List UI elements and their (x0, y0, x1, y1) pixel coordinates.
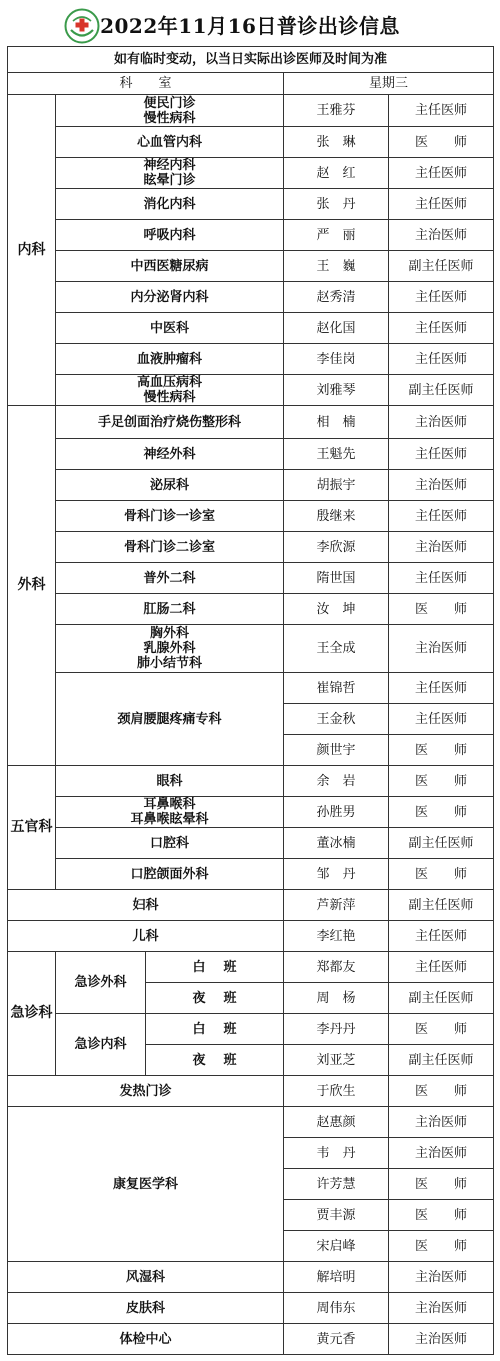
doctor-name: 赵 红 (284, 158, 389, 189)
doctor-name: 王全成 (284, 625, 389, 673)
doctor-title: 主任医师 (389, 704, 494, 735)
doctor-title: 主任医师 (389, 158, 494, 189)
doctor-title: 医 师 (389, 1231, 494, 1262)
doctor-title: 主任医师 (389, 344, 494, 375)
dept-name: 口腔科 (56, 828, 284, 859)
dept-name: 风湿科 (8, 1262, 284, 1293)
doctor-name: 郑都友 (284, 952, 389, 983)
column-header-day: 星期三 (284, 73, 494, 95)
dept-name: 消化内科 (56, 189, 284, 220)
doctor-name: 周 杨 (284, 983, 389, 1014)
doctor-name: 解培明 (284, 1262, 389, 1293)
doctor-title: 医 师 (389, 859, 494, 890)
doctor-title: 副主任医师 (389, 828, 494, 859)
doctor-name: 孙胜男 (284, 797, 389, 828)
dept-name: 康复医学科 (8, 1107, 284, 1262)
dept-name: 血液肿瘤科 (56, 344, 284, 375)
doctor-title: 主任医师 (389, 673, 494, 704)
doctor-name: 芦新萍 (284, 890, 389, 921)
doctor-title: 主任医师 (389, 313, 494, 344)
shift-label: 夜班 (146, 983, 284, 1014)
dept-name: 呼吸内科 (56, 220, 284, 251)
dept-name: 心血管内科 (56, 127, 284, 158)
doctor-name: 汝 坤 (284, 594, 389, 625)
doctor-title: 医 师 (389, 766, 494, 797)
doctor-title: 主治医师 (389, 1324, 494, 1355)
doctor-title: 主治医师 (389, 625, 494, 673)
dept-name: 神经外科 (56, 439, 284, 470)
doctor-name: 李红艳 (284, 921, 389, 952)
dept-name: 骨科门诊一诊室 (56, 501, 284, 532)
dept-name: 中西医糖尿病 (56, 251, 284, 282)
dept-name: 手足创面治疗烧伤整形科 (56, 406, 284, 439)
doctor-title: 副主任医师 (389, 375, 494, 406)
dept-name: 神经内科 眩晕门诊 (56, 158, 284, 189)
doctor-title: 主任医师 (389, 189, 494, 220)
dept-name: 高血压病科 慢性病科 (56, 375, 284, 406)
doctor-name: 相 楠 (284, 406, 389, 439)
doctor-name: 董冰楠 (284, 828, 389, 859)
doctor-name: 贾丰源 (284, 1200, 389, 1231)
shift-label: 白班 (146, 1014, 284, 1045)
dept-name: 儿科 (8, 921, 284, 952)
doctor-name: 宋启峰 (284, 1231, 389, 1262)
doctor-title: 主任医师 (389, 563, 494, 594)
category-neike: 内科 (8, 95, 56, 406)
dept-name: 颈肩腰腿疼痛专科 (56, 673, 284, 766)
doctor-name: 黄元香 (284, 1324, 389, 1355)
dept-name: 眼科 (56, 766, 284, 797)
doctor-name: 刘雅琴 (284, 375, 389, 406)
doctor-title: 医 师 (389, 127, 494, 158)
doctor-title: 主治医师 (389, 1138, 494, 1169)
doctor-title: 主治医师 (389, 406, 494, 439)
page-title: 2022年11月16日普诊出诊信息 (100, 14, 400, 38)
doctor-name: 王魁先 (284, 439, 389, 470)
doctor-name: 赵秀清 (284, 282, 389, 313)
doctor-title: 主治医师 (389, 470, 494, 501)
doctor-name: 殷继来 (284, 501, 389, 532)
doctor-name: 张 琳 (284, 127, 389, 158)
doctor-name: 颜世宇 (284, 735, 389, 766)
dept-name: 发热门诊 (8, 1076, 284, 1107)
doctor-name: 韦 丹 (284, 1138, 389, 1169)
doctor-title: 医 师 (389, 797, 494, 828)
doctor-title: 副主任医师 (389, 1045, 494, 1076)
dept-name: 中医科 (56, 313, 284, 344)
dept-name: 内分泌肾内科 (56, 282, 284, 313)
dept-name: 急诊内科 (56, 1014, 146, 1076)
dept-name: 胸外科 乳腺外科 肺小结节科 (56, 625, 284, 673)
doctor-title: 医 师 (389, 594, 494, 625)
column-header-dept: 科 室 (8, 73, 284, 95)
doctor-title: 主治医师 (389, 532, 494, 563)
doctor-title: 医 师 (389, 1014, 494, 1045)
category-wuguan: 五官科 (8, 766, 56, 890)
doctor-title: 主治医师 (389, 1293, 494, 1324)
dept-name: 妇科 (8, 890, 284, 921)
doctor-name: 胡振宇 (284, 470, 389, 501)
doctor-title: 医 师 (389, 1076, 494, 1107)
doctor-name: 余 岩 (284, 766, 389, 797)
doctor-name: 王 巍 (284, 251, 389, 282)
doctor-title: 主治医师 (389, 1262, 494, 1293)
doctor-title: 主治医师 (389, 1107, 494, 1138)
shift-label: 夜班 (146, 1045, 284, 1076)
doctor-name: 王雅芬 (284, 95, 389, 127)
doctor-name: 周伟东 (284, 1293, 389, 1324)
doctor-name: 崔锦哲 (284, 673, 389, 704)
dept-name: 口腔颌面外科 (56, 859, 284, 890)
doctor-name: 赵惠颜 (284, 1107, 389, 1138)
dept-name: 皮肤科 (8, 1293, 284, 1324)
dept-name: 急诊外科 (56, 952, 146, 1014)
doctor-name: 隋世国 (284, 563, 389, 594)
doctor-name: 于欣生 (284, 1076, 389, 1107)
schedule-table (7, 46, 494, 1355)
doctor-name: 张 丹 (284, 189, 389, 220)
dept-name: 体检中心 (8, 1324, 284, 1355)
doctor-name: 许芳慧 (284, 1169, 389, 1200)
dept-name: 便民门诊 慢性病科 (56, 95, 284, 127)
doctor-name: 王金秋 (284, 704, 389, 735)
doctor-title: 主任医师 (389, 501, 494, 532)
doctor-title: 副主任医师 (389, 890, 494, 921)
doctor-name: 李欣源 (284, 532, 389, 563)
doctor-title: 主治医师 (389, 220, 494, 251)
doctor-title: 副主任医师 (389, 251, 494, 282)
doctor-name: 严 丽 (284, 220, 389, 251)
doctor-title: 医 师 (389, 1169, 494, 1200)
doctor-title: 副主任医师 (389, 983, 494, 1014)
notice-text: 如有临时变动，以当日实际出诊医师及时间为准 (8, 47, 494, 73)
doctor-name: 赵化国 (284, 313, 389, 344)
doctor-title: 医 师 (389, 1200, 494, 1231)
dept-name: 骨科门诊二诊室 (56, 532, 284, 563)
dept-name: 耳鼻喉科 耳鼻喉眩晕科 (56, 797, 284, 828)
doctor-name: 李丹丹 (284, 1014, 389, 1045)
doctor-title: 医 师 (389, 735, 494, 766)
header (0, 0, 500, 46)
doctor-title: 主任医师 (389, 282, 494, 313)
category-jizhen: 急诊科 (8, 952, 56, 1076)
doctor-title: 主任医师 (389, 439, 494, 470)
doctor-title: 主任医师 (389, 95, 494, 127)
doctor-name: 李佳岗 (284, 344, 389, 375)
category-waike: 外科 (8, 406, 56, 766)
doctor-title: 主任医师 (389, 921, 494, 952)
doctor-name: 刘亚芝 (284, 1045, 389, 1076)
dept-name: 普外二科 (56, 563, 284, 594)
doctor-name: 邹 丹 (284, 859, 389, 890)
shift-label: 白班 (146, 952, 284, 983)
doctor-title: 主任医师 (389, 952, 494, 983)
dept-name: 肛肠二科 (56, 594, 284, 625)
dept-name: 泌尿科 (56, 470, 284, 501)
